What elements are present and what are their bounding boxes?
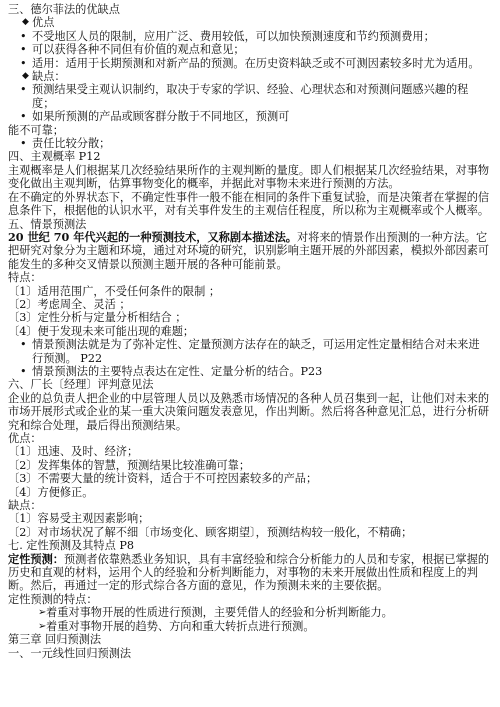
label-features: 特点： (8, 271, 42, 285)
list-item: 〔2〕发挥集体的智慧，预测结果比较准确可靠； (8, 458, 251, 472)
section-heading-delphi: 三、德尔菲法的优缺点 (8, 3, 120, 16)
list-item-continuation: 能不可靠； (8, 123, 64, 137)
list-item: 〔1〕迅速、及时、经济； (8, 445, 139, 459)
list-item: 〔3〕不需要大量的统计资料，适合于不可控因素较多的产品； (8, 472, 318, 486)
paragraph (8, 231, 490, 271)
list-item: ➢ 着重对事物开展的趋势、方向和重大转折点进行预测。 (8, 620, 490, 633)
section-heading-subjective-probability: 四、主观概率 P12 (8, 150, 101, 164)
chapter-heading: 第三章 回归预测法 (8, 633, 102, 647)
subheading-advantages: ◆ 优点 (8, 16, 490, 29)
section-heading-qualitative: 七. 定性预测及其特点 P8 (8, 539, 135, 553)
paragraph: 企业的总负责人把企业的中层管理人员以及熟悉市场情况的各种人员召集到一起，让他们对未来的市场开展形式或企业的某一重大决策问题发表意见，作出判断。然后将各种意见汇总，进行分析研究和综合处理，最后得出预测结果。 (8, 391, 490, 432)
list-item: • 适用：适用于长期预测和对新产品的预测。在历史资料缺乏或不可测因素较多时尤为适用。 (8, 57, 490, 70)
list-item: 〔4〕方便修正。 (8, 485, 94, 499)
label-disadvantages: 缺点： (8, 499, 42, 513)
list-item: • 如果所预测的产品或顾客群分散于不同地区，预测可 (8, 110, 490, 123)
list-item: 〔1〕容易受主观因素影响； (8, 512, 150, 526)
paragraph-text: 预测者依靠熟悉业务知识，具有丰富经验和综合分析能力的人员和专家，根据已掌握的历史和直观的材料，运用个人的经验和分析判断能力，对事物的未来开展做出性质和程度上的判断。然后，再通过一定的形式综合各方面的意见，作为预测未来的主要依据。 (8, 552, 490, 593)
list-item: 〔2〕考虑周全、灵活 ； (8, 297, 131, 311)
label-qualitative-features: 定性预测的特点： (8, 592, 98, 606)
list-item: • 预测结果受主观认识制约，取决于专家的学识、经验、心理状态和对预测问题感兴趣的程度； (8, 83, 490, 110)
section-heading-scenario: 五、情景预测法 (8, 217, 87, 231)
paragraph-bold-lead: 20 世纪 70 年代兴起的一种预测技术，又称剧本描述法。 (8, 229, 297, 244)
list-item: 〔4〕便于发现未来可能出现的难题； (8, 324, 195, 338)
paragraph: 在不确定的外界状态下，不确定性事件一般不能在相同的条件下重复试验，而是决策者在掌握的信息条件下，根据他的认识水平，对有关事件发生的主观信任程度，所以称为主观概率或个人概率。 (8, 190, 490, 218)
paragraph (8, 553, 490, 593)
subheading-disadvantages: ◆ 缺点： (8, 70, 490, 83)
section-heading-manager-judgment: 六、厂长〔经理〕评判意见法 (8, 378, 154, 392)
section-heading-linear-regression: 一、一元线性回归预测法 (8, 646, 132, 660)
list-item: • 可以获得各种不同但有价值的观点和意见； (8, 43, 490, 56)
list-item: • 情景预测法的主要特点表达在定性、定量分析的结合。P23 (8, 365, 490, 378)
label-advantages: 优点： (8, 432, 42, 445)
list-item: • 责任比较分散； (8, 137, 490, 150)
list-item: 〔3〕定性分析与定量分析相结合 ； (8, 311, 187, 325)
list-item: 〔2〕对市场状况了解不细〔市场变化、顾客期望〕，预测结构较一般化，不精确； (8, 525, 413, 539)
list-item: • 不受地区人员的限制，应用广泛、费用较低，可以加快预测速度和节约预测费用； (8, 30, 490, 43)
paragraph-text: 对将来的情景作出预测的一种方法。它把研究对象分为主题和环境，通过对环境的研究，识别影响主题开展的外部因素，模拟外部因素可能发生的多种交叉情景以预测主题开展的各种可能前景。 (8, 230, 490, 271)
paragraph: 主观概率是人们根据某几次经验结果所作的主观判断的量度。即人们根据某几次经验结果，对事物变化做出主观判断，估算事物变化的概率，并据此对事物未来进行预测的方法。 (8, 163, 490, 191)
list-item: 〔1〕适用范围广，不受任何条件的限制 ； (8, 284, 221, 298)
list-item: • 情景预测法就是为了弥补定性、定量预测方法存在的缺乏，可运用定性定量相结合对未来进行预测。 P22 (8, 338, 490, 365)
list-item: ➢ 着重对事物开展的性质进行预测，主要凭借人的经验和分析判断能力。 (8, 606, 490, 619)
paragraph-bold-lead: 定性预测： (8, 551, 64, 566)
